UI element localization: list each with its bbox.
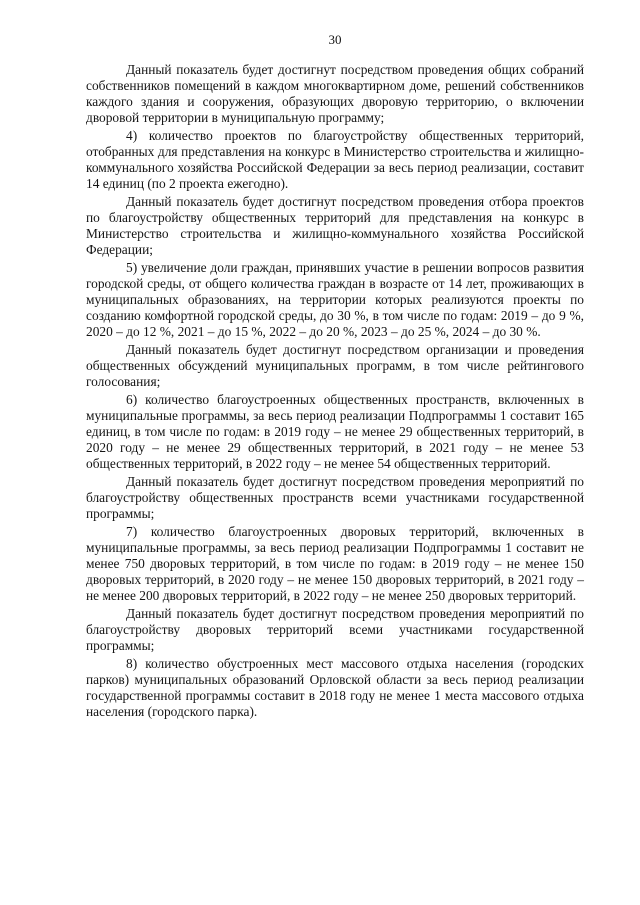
paragraph-10: 8) количество обустроенных мест массового отдыха населения (городских парков) муниципальных образований Орловской области за весь период реализации государственной программы составит в 2018 году не менее 1 места массового отдыха населения (городского парка). [86, 656, 584, 719]
paragraph-7: Данный показатель будет достигнут посредством проведения мероприятий по благоустройству общественных пространств всеми участниками государственной программы; [86, 474, 584, 521]
paragraph-4: 5) увеличение доли граждан, принявших участие в решении вопросов развития городской среды, от общего количества граждан в возрасте от 14 лет, проживающих в муниципальных образованиях, на территории которых реализуются проекты по созданию комфортной городской среды, до 30 %, в том числе по годам: 2019 – до 9 %, 2020 – до 12 %, 2021 – до 15 %, 2022 – до 20 %, 2023 – до 25 %, 2024 – до 30 %. [86, 260, 584, 339]
paragraph-9: Данный показатель будет достигнут посредством проведения мероприятий по благоустройству дворовых территорий всеми участниками государственной программы; [86, 606, 584, 653]
paragraph-8: 7) количество благоустроенных дворовых территорий, включенных в муниципальные программы, за весь период реализации Подпрограммы 1 составит не менее 750 дворовых территорий, в том числе по годам: в 2019 году – не менее 150 дворовых территорий, в 2020 году – не менее 150 дворовых территорий, в 2021 году – не менее 200 дворовых территорий, в 2022 году – не менее 250 дворовых территорий. [86, 524, 584, 603]
paragraph-1: Данный показатель будет достигнут посредством проведения общих собраний собственников помещений в каждом многоквартирном доме, решений собственников каждого здания и сооружения, образующих дворовую территорию, о включении дворовой территории в муниципальную программу; [86, 62, 584, 125]
paragraph-2: 4) количество проектов по благоустройству общественных территорий, отобранных для представления на конкурс в Министерство строительства и жилищно-коммунального хозяйства Российской Федерации за весь период реализации, составит 14 единиц (по 2 проекта ежегодно). [86, 128, 584, 191]
paragraph-3: Данный показатель будет достигнут посредством проведения отбора проектов по благоустройству общественных территорий для представления на конкурс в Министерство строительства и жилищно-коммунального хозяйства Российской Федерации; [86, 194, 584, 257]
paragraph-5: Данный показатель будет достигнут посредством организации и проведения общественных обсуждений муниципальных программ, в том числе рейтингового голосования; [86, 342, 584, 389]
page-number: 30 [328, 32, 342, 47]
paragraph-6: 6) количество благоустроенных общественных пространств, включенных в муниципальные программы, за весь период реализации Подпрограммы 1 составит 165 единиц, в том числе по годам: в 2019 году – не менее 29 общественных территорий, в 2020 году – не менее 29 общественных территорий, в 2021 году – не менее 53 общественных территорий, в 2022 году – не менее 54 общественных территорий. [86, 392, 584, 471]
